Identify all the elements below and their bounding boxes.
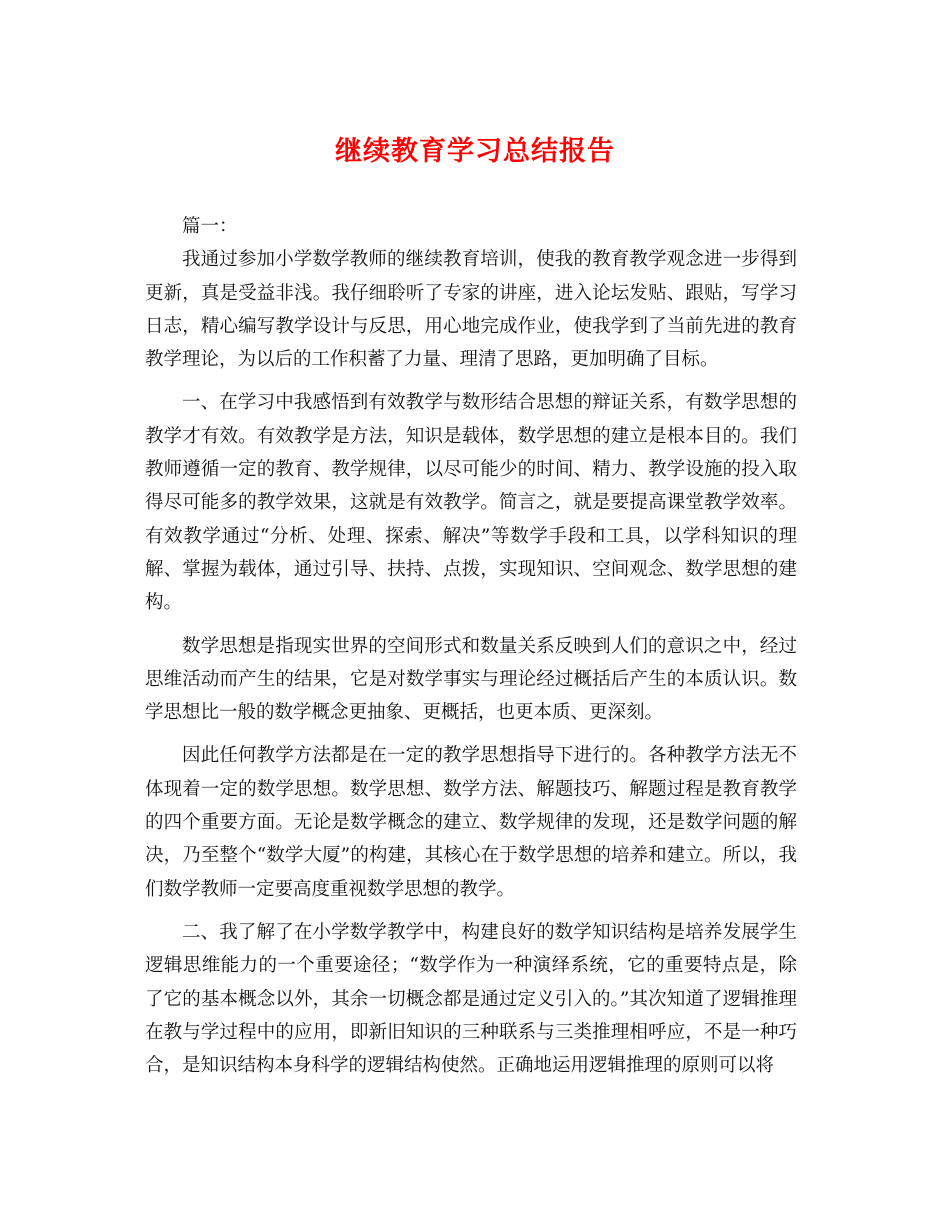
document-body xyxy=(145,210,797,1082)
paragraph: 二、我了解了在小学数学教学中，构建良好的数学知识结构是培养发展学生逻辑思维能力的一个重要途径；“数学作为一种演绎系统，它的重要特点是，除了它的基本概念以外，其余一切概念都是通过定义引入的。”其次知道了逻辑推理在教与学过程中的应用，即新旧知识的三种联系与三类推理相呼应，不是一种巧合，是知识结构本身科学的逻辑结构使然。正确地运用逻辑推理的原则可以将 xyxy=(145,921,797,1077)
document-title: 继续教育学习总结报告 xyxy=(335,136,615,167)
paragraph: 一、在学习中我感悟到有效教学与数形结合思想的辩证关系，有数学思想的教学才有效。有效教学是方法，知识是载体，数学思想的建立是根本目的。我们教师遵循一定的教育、教学规律，以尽可能少的时间、精力、教学设施的投入取得尽可能多的教学效果，这就是有效教学。简言之，就是要提高课堂教学效率。有效教学通过“分析、处理、探索、解决”等数学手段和工具，以学科知识的理解、掌握为载体，通过引导、扶持、点拨，实现知识、空间观念、数学思想的建构。 xyxy=(145,392,797,614)
paragraph: 因此任何教学方法都是在一定的教学思想指导下进行的。各种教学方法无不体现着一定的数学思想。数学思想、数学方法、解题技巧、解题过程是教育教学的四个重要方面。无论是数学概念的建立、数学规律的发现，还是数学问题的解决，乃至整个“数学大厦”的构建，其核心在于数学思想的培养和建立。所以，我们数学教师一定要高度重视数学思想的教学。 xyxy=(145,745,797,900)
paragraph: 我通过参加小学数学教师的继续教育培训，使我的教育教学观念进一步得到更新，真是受益非浅。我仔细聆听了专家的讲座，进入论坛发贴、跟贴，写学习日志，精心编写教学设计与反思，用心地完成作业，使我学到了当前先进的教育教学理论，为以后的工作积蓄了力量、理清了思路，更加明确了目标。 xyxy=(145,249,797,371)
paragraph: 数学思想是指现实世界的空间形式和数量关系反映到人们的意识之中，经过思维活动而产生的结果，它是对数学事实与理论经过概括后产生的本质认识。数学思想比一般的数学概念更抽象、更概括，也更本质、更深刻。 xyxy=(145,635,797,724)
paragraph-heading: 篇一： xyxy=(182,216,238,237)
